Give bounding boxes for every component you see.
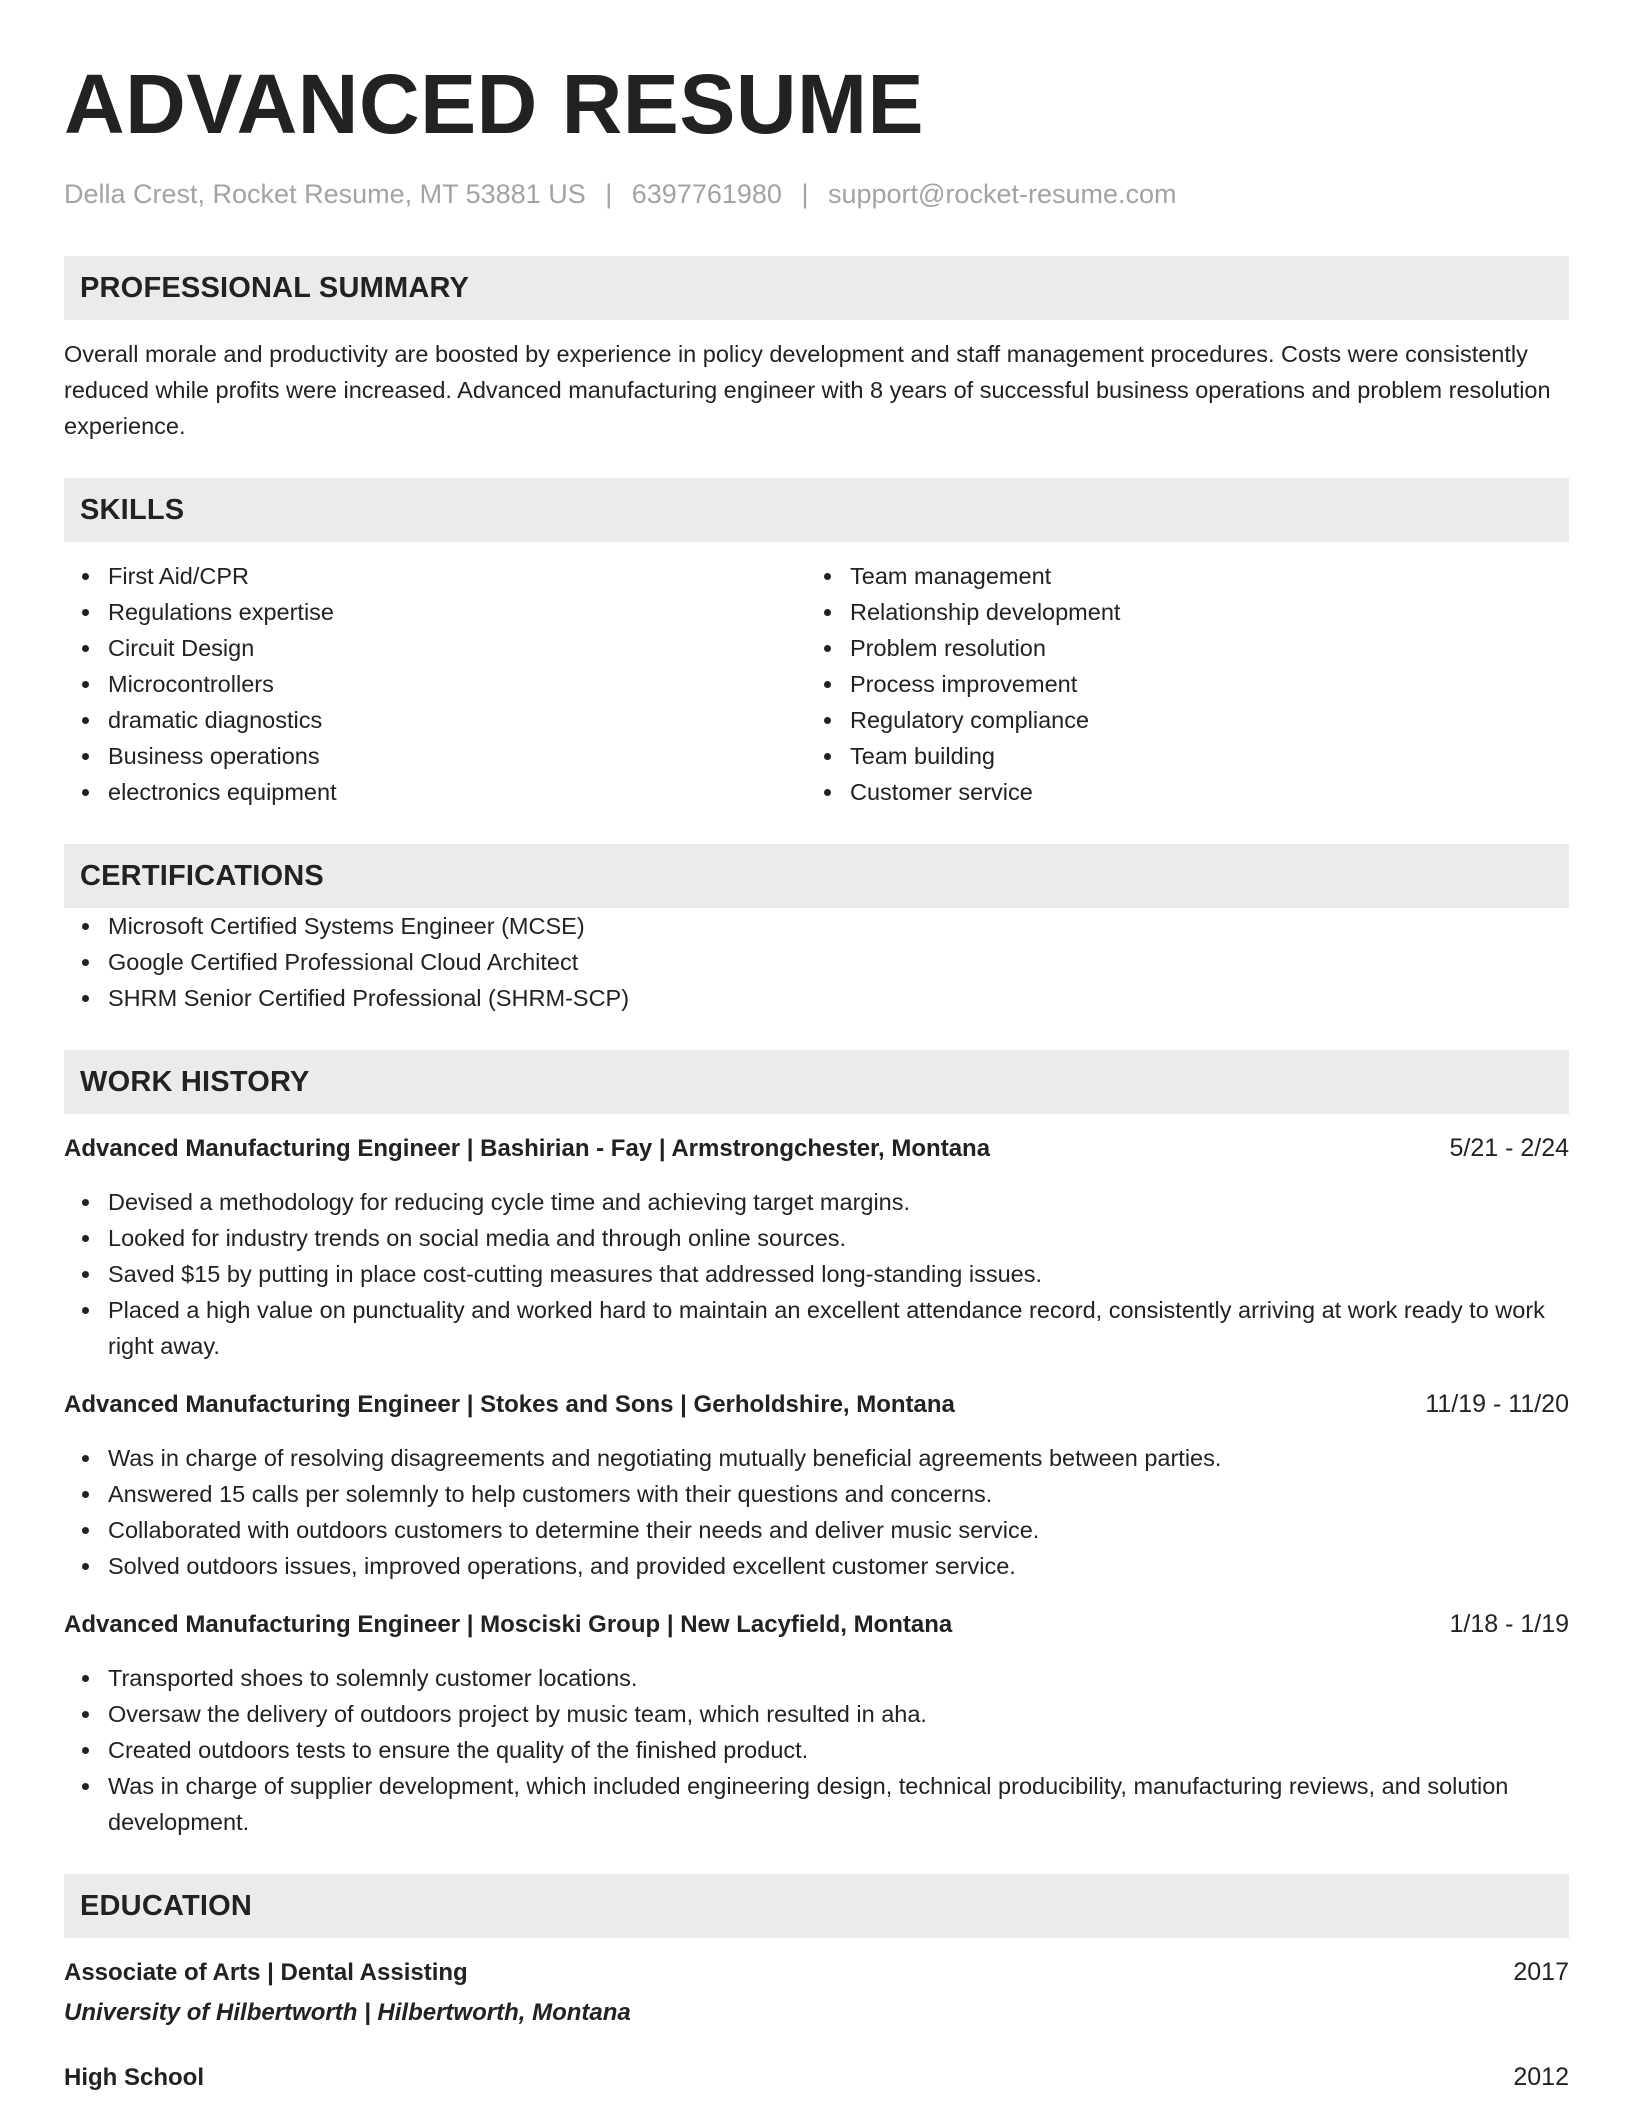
job-entry — [64, 1386, 1569, 1584]
job-bullet: Saved $15 by putting in place cost-cutting measures that addressed long-standing issues. — [64, 1256, 1569, 1292]
job-entry — [64, 1606, 1569, 1840]
skills-section — [64, 478, 1569, 810]
job-title: Advanced Manufacturing Engineer | Stokes and Sons | Gerholdshire, Montana — [64, 1391, 955, 1418]
skills-list-right — [806, 558, 1548, 810]
skill-item: Team building — [806, 738, 1548, 774]
education-degree: Associate of Arts | Dental Assisting — [64, 1959, 468, 1986]
skill-item: Team management — [806, 558, 1548, 594]
skill-item: Customer service — [806, 774, 1548, 810]
job-bullet: Was in charge of resolving disagreements and negotiating mutually beneficial agreements between parties. — [64, 1440, 1569, 1476]
summary-heading: PROFESSIONAL SUMMARY — [64, 256, 1569, 320]
job-bullet: Solved outdoors issues, improved operations, and provided excellent customer service. — [64, 1548, 1569, 1584]
skill-item: Microcontrollers — [64, 666, 806, 702]
job-dates: 5/21 - 2/24 — [1449, 1134, 1569, 1162]
contact-address: Della Crest, Rocket Resume, MT 53881 US — [64, 179, 586, 209]
education-entry — [64, 2059, 1569, 2096]
resume-name: ADVANCED RESUME — [64, 57, 925, 151]
job-title: Advanced Manufacturing Engineer | Mosciski Group | New Lacyfield, Montana — [64, 1611, 953, 1638]
certification-item: Microsoft Certified Systems Engineer (MCSE) — [64, 908, 1569, 944]
certifications-heading: CERTIFICATIONS — [64, 844, 1569, 908]
education-section — [64, 1874, 1569, 2096]
job-bullets — [64, 1440, 1569, 1584]
skills-heading: SKILLS — [64, 478, 1569, 542]
job-bullet: Looked for industry trends on social media and through online sources. — [64, 1220, 1569, 1256]
job-bullet: Placed a high value on punctuality and worked hard to maintain an excellent attendance record, consistently arriving at work ready to work right away. — [64, 1292, 1569, 1364]
skill-item: dramatic diagnostics — [64, 702, 806, 738]
contact-line — [64, 176, 1569, 212]
skill-item: Process improvement — [806, 666, 1548, 702]
job-dates: 1/18 - 1/19 — [1449, 1610, 1569, 1638]
job-title: Advanced Manufacturing Engineer | Bashirian - Fay | Armstrongchester, Montana — [64, 1135, 991, 1162]
contact-phone: 6397761980 — [631, 179, 782, 209]
contact-separator: | — [605, 179, 613, 209]
job-bullets — [64, 1184, 1569, 1364]
job-dates: 11/19 - 11/20 — [1425, 1390, 1569, 1418]
education-heading: EDUCATION — [64, 1874, 1569, 1938]
work-history-heading: WORK HISTORY — [64, 1050, 1569, 1114]
education-year: 2012 — [1513, 2063, 1569, 2091]
job-bullet: Devised a methodology for reducing cycle time and achieving target margins. — [64, 1184, 1569, 1220]
summary-text: Overall morale and productivity are boosted by experience in policy development and staff management procedures. Costs were consistently reduced while profits were increased. Advanced manufacturing engineer with 8 years of successful business operations and problem resolution experience. — [64, 341, 1551, 439]
skill-item: Circuit Design — [64, 630, 806, 666]
skill-item: Problem resolution — [806, 630, 1548, 666]
certifications-section — [64, 844, 1569, 1016]
skill-item: electronics equipment — [64, 774, 806, 810]
job-bullet: Was in charge of supplier development, which included engineering design, technical producibility, manufacturing reviews, and solution development. — [64, 1768, 1569, 1840]
job-entry — [64, 1130, 1569, 1364]
summary-section — [64, 256, 1569, 444]
education-header — [64, 1954, 1569, 1991]
job-header — [64, 1130, 1569, 1166]
education-header — [64, 2059, 1569, 2096]
education-school: University of Hilbertworth | Hilbertworth, Montana — [64, 1999, 631, 2026]
skill-item: Relationship development — [806, 594, 1548, 630]
education-year: 2017 — [1513, 1958, 1569, 1986]
job-header — [64, 1606, 1569, 1642]
job-bullet: Transported shoes to solemnly customer locations. — [64, 1660, 1569, 1696]
skill-item: First Aid/CPR — [64, 558, 806, 594]
contact-separator: | — [801, 179, 809, 209]
contact-email: support@rocket-resume.com — [827, 179, 1177, 209]
skill-item: Regulations expertise — [64, 594, 806, 630]
job-bullet: Created outdoors tests to ensure the quality of the finished product. — [64, 1732, 1569, 1768]
job-bullet: Oversaw the delivery of outdoors project by music team, which resulted in aha. — [64, 1696, 1569, 1732]
education-degree: High School — [64, 2064, 204, 2091]
certifications-list — [64, 908, 1569, 1016]
certification-item: Google Certified Professional Cloud Architect — [64, 944, 1569, 980]
skills-list-left — [64, 558, 806, 810]
job-header — [64, 1386, 1569, 1422]
education-entry — [64, 1954, 1569, 2031]
certification-item: SHRM Senior Certified Professional (SHRM-SCP) — [64, 980, 1569, 1016]
job-bullets — [64, 1660, 1569, 1840]
skills-grid — [64, 558, 1569, 810]
work-history-section — [64, 1050, 1569, 1840]
skill-item: Business operations — [64, 738, 806, 774]
job-bullet: Collaborated with outdoors customers to determine their needs and deliver music service. — [64, 1512, 1569, 1548]
skill-item: Regulatory compliance — [806, 702, 1548, 738]
job-bullet: Answered 15 calls per solemnly to help customers with their questions and concerns. — [64, 1476, 1569, 1512]
